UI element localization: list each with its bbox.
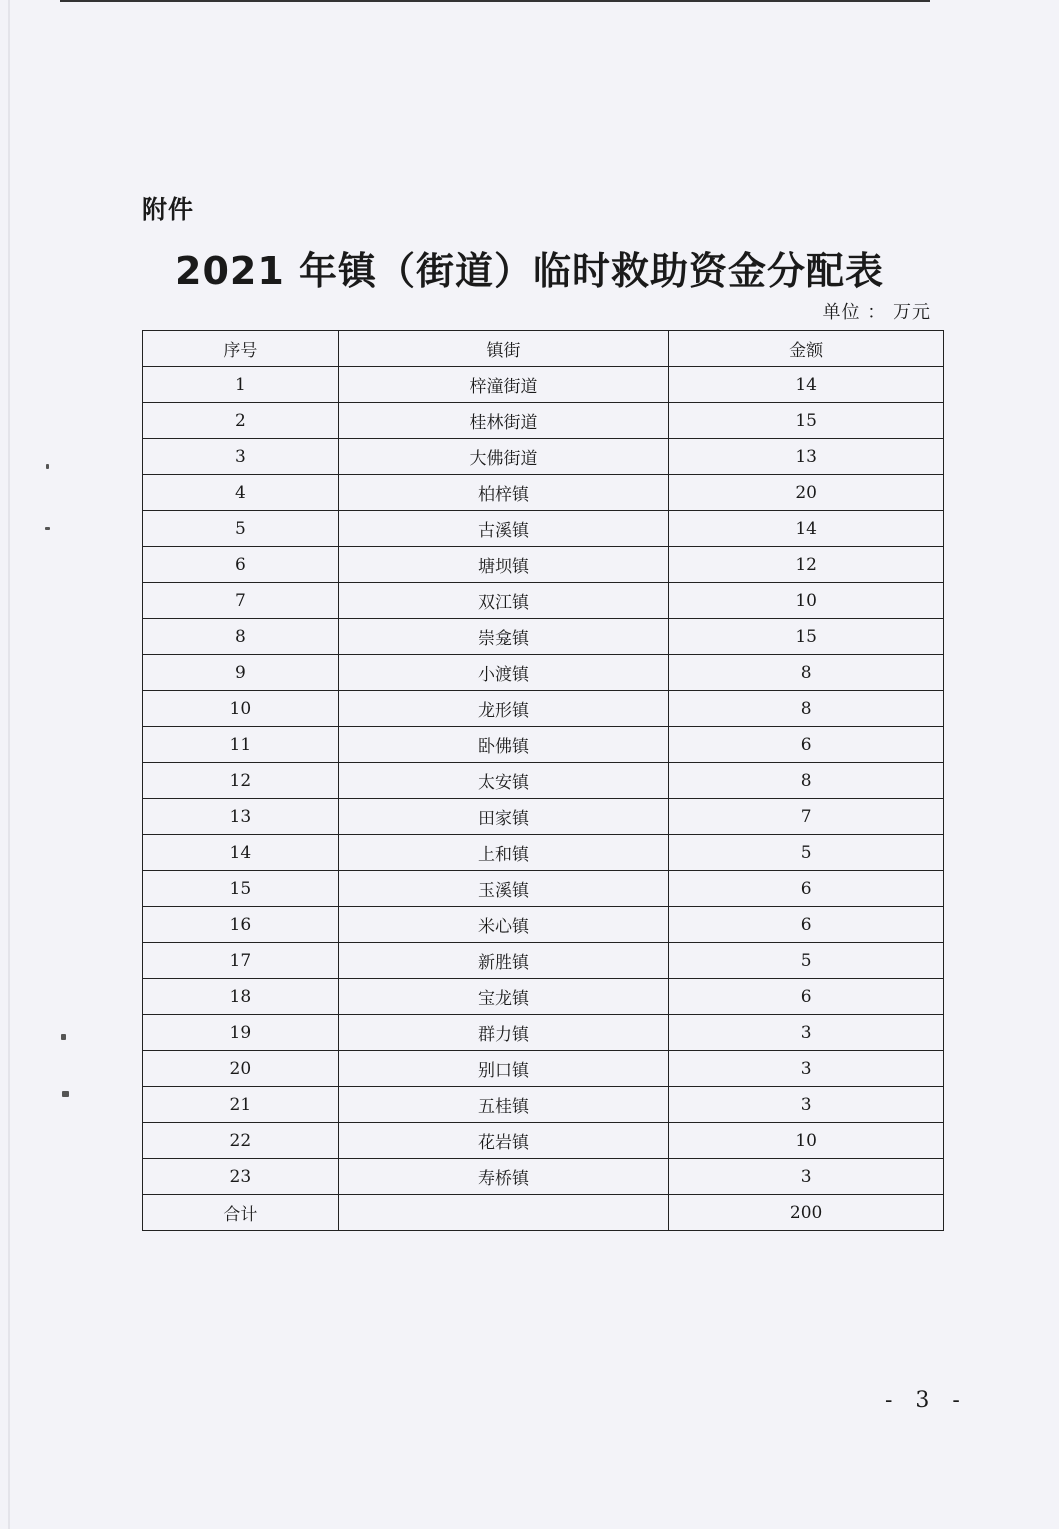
cell-town: 米心镇 bbox=[338, 907, 669, 943]
cell-index: 4 bbox=[143, 475, 339, 511]
cell-index: 17 bbox=[143, 943, 339, 979]
cell-town: 崇龛镇 bbox=[338, 619, 669, 655]
cell-amount: 15 bbox=[669, 403, 944, 439]
table-row bbox=[143, 511, 944, 547]
table-row bbox=[143, 1015, 944, 1051]
table-row bbox=[143, 979, 944, 1015]
cell-amount: 13 bbox=[669, 439, 944, 475]
table-row bbox=[143, 1159, 944, 1195]
cell-amount: 6 bbox=[669, 727, 944, 763]
table-row bbox=[143, 763, 944, 799]
cell-town: 花岩镇 bbox=[338, 1123, 669, 1159]
cell-town: 双江镇 bbox=[338, 583, 669, 619]
cell-town: 太安镇 bbox=[338, 763, 669, 799]
cell-amount: 10 bbox=[669, 1123, 944, 1159]
cell-index: 21 bbox=[143, 1087, 339, 1123]
cell-amount: 14 bbox=[669, 367, 944, 403]
cell-index: 18 bbox=[143, 979, 339, 1015]
table-row bbox=[143, 799, 944, 835]
top-rule bbox=[60, 0, 930, 2]
cell-amount: 6 bbox=[669, 979, 944, 1015]
cell-index: 7 bbox=[143, 583, 339, 619]
table-row bbox=[143, 871, 944, 907]
cell-town: 柏梓镇 bbox=[338, 475, 669, 511]
cell-town: 塘坝镇 bbox=[338, 547, 669, 583]
cell-index: 22 bbox=[143, 1123, 339, 1159]
cell-amount: 5 bbox=[669, 835, 944, 871]
cell-town: 大佛街道 bbox=[338, 439, 669, 475]
cell-index: 8 bbox=[143, 619, 339, 655]
table-row bbox=[143, 583, 944, 619]
cell-amount: 8 bbox=[669, 691, 944, 727]
cell-index: 20 bbox=[143, 1051, 339, 1087]
cell-town: 五桂镇 bbox=[338, 1087, 669, 1123]
cell-index: 13 bbox=[143, 799, 339, 835]
cell-index: 16 bbox=[143, 907, 339, 943]
scan-speck bbox=[61, 1034, 66, 1040]
total-row bbox=[143, 1195, 944, 1231]
cell-amount: 5 bbox=[669, 943, 944, 979]
cell-amount: 6 bbox=[669, 871, 944, 907]
cell-index: 12 bbox=[143, 763, 339, 799]
cell-amount: 10 bbox=[669, 583, 944, 619]
table-row bbox=[143, 1051, 944, 1087]
page-title: 2021 年镇（街道）临时救助资金分配表 bbox=[175, 249, 884, 293]
table-row bbox=[143, 403, 944, 439]
table-row bbox=[143, 835, 944, 871]
scan-speck bbox=[45, 527, 50, 530]
cell-town: 龙形镇 bbox=[338, 691, 669, 727]
unit-label: 单位 ： 万元 bbox=[822, 302, 931, 323]
cell-amount: 12 bbox=[669, 547, 944, 583]
cell-index: 2 bbox=[143, 403, 339, 439]
cell-index: 1 bbox=[143, 367, 339, 403]
cell-index: 5 bbox=[143, 511, 339, 547]
table-row bbox=[143, 907, 944, 943]
cell-index: 19 bbox=[143, 1015, 339, 1051]
cell-amount: 3 bbox=[669, 1087, 944, 1123]
table-row bbox=[143, 619, 944, 655]
cell-town: 别口镇 bbox=[338, 1051, 669, 1087]
cell-town: 玉溪镇 bbox=[338, 871, 669, 907]
table-row bbox=[143, 367, 944, 403]
cell-amount: 20 bbox=[669, 475, 944, 511]
table-row bbox=[143, 727, 944, 763]
table-row bbox=[143, 655, 944, 691]
cell-town: 古溪镇 bbox=[338, 511, 669, 547]
scan-speck bbox=[62, 1091, 69, 1097]
cell-amount: 8 bbox=[669, 763, 944, 799]
cell-amount: 6 bbox=[669, 907, 944, 943]
table-row bbox=[143, 547, 944, 583]
allocation-table bbox=[142, 330, 944, 1231]
table-row bbox=[143, 1087, 944, 1123]
cell-amount: 3 bbox=[669, 1015, 944, 1051]
cell-index: 3 bbox=[143, 439, 339, 475]
cell-amount: 3 bbox=[669, 1159, 944, 1195]
cell-town: 田家镇 bbox=[338, 799, 669, 835]
cell-index: 6 bbox=[143, 547, 339, 583]
cell-amount: 3 bbox=[669, 1051, 944, 1087]
cell-amount: 8 bbox=[669, 655, 944, 691]
header-town: 镇街 bbox=[338, 331, 669, 367]
cell-town: 群力镇 bbox=[338, 1015, 669, 1051]
cell-amount: 200 bbox=[669, 1195, 944, 1231]
page-number: - 3 - bbox=[885, 1388, 968, 1413]
table-row bbox=[143, 943, 944, 979]
cell-town: 上和镇 bbox=[338, 835, 669, 871]
table-body bbox=[143, 367, 944, 1231]
cell-town: 宝龙镇 bbox=[338, 979, 669, 1015]
cell-town: 小渡镇 bbox=[338, 655, 669, 691]
header-amount: 金额 bbox=[669, 331, 944, 367]
table-row bbox=[143, 1123, 944, 1159]
scan-edge bbox=[8, 0, 10, 1529]
cell-town: 桂林街道 bbox=[338, 403, 669, 439]
cell-town: 梓潼街道 bbox=[338, 367, 669, 403]
cell-town: 新胜镇 bbox=[338, 943, 669, 979]
cell-amount: 15 bbox=[669, 619, 944, 655]
cell-index: 14 bbox=[143, 835, 339, 871]
table-row bbox=[143, 475, 944, 511]
cell-index: 23 bbox=[143, 1159, 339, 1195]
header-index: 序号 bbox=[143, 331, 339, 367]
cell-amount: 14 bbox=[669, 511, 944, 547]
cell-town: 寿桥镇 bbox=[338, 1159, 669, 1195]
cell-town bbox=[338, 1195, 669, 1231]
cell-index: 9 bbox=[143, 655, 339, 691]
table-header-row bbox=[143, 331, 944, 367]
cell-amount: 7 bbox=[669, 799, 944, 835]
cell-town: 卧佛镇 bbox=[338, 727, 669, 763]
cell-index: 10 bbox=[143, 691, 339, 727]
scan-speck bbox=[46, 464, 49, 469]
cell-index: 11 bbox=[143, 727, 339, 763]
table-row bbox=[143, 439, 944, 475]
cell-index: 15 bbox=[143, 871, 339, 907]
table-row bbox=[143, 691, 944, 727]
attachment-label: 附件 bbox=[142, 195, 195, 224]
cell-index: 合计 bbox=[143, 1195, 339, 1231]
